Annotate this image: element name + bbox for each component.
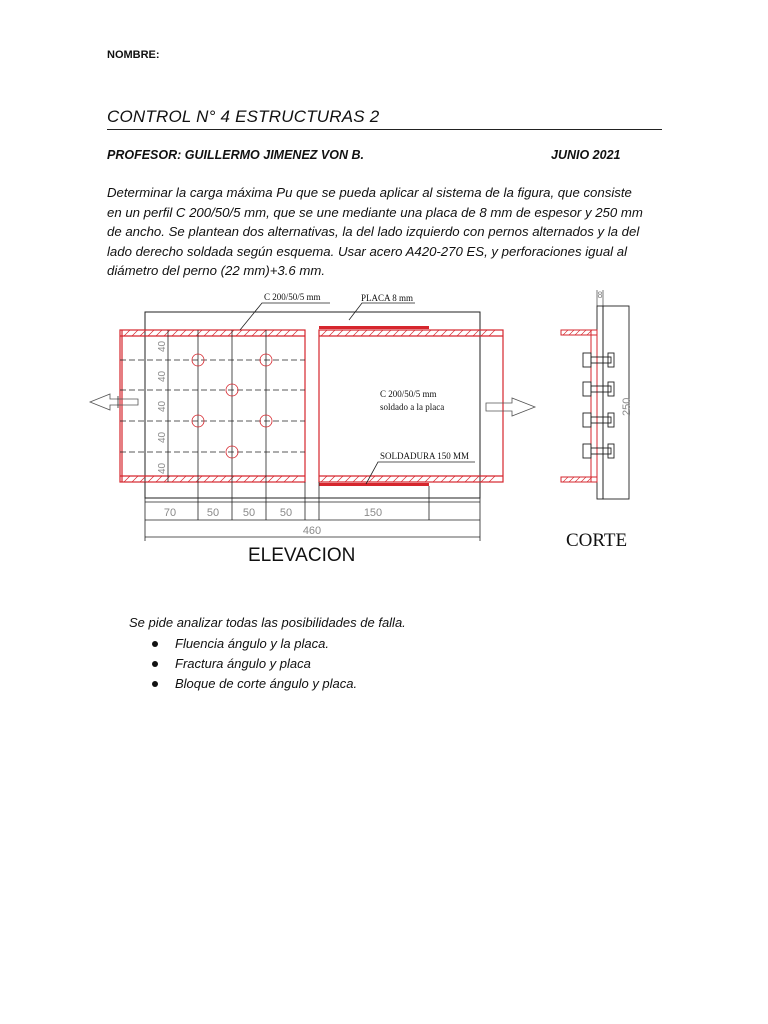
- weld-bottom: [319, 483, 429, 486]
- vertical-dimensions: [157, 340, 168, 474]
- problem-statement: [107, 183, 667, 281]
- list-item-text: Fluencia ángulo y la placa.: [175, 636, 329, 651]
- left-channel: [120, 330, 305, 482]
- professor-line: PROFESOR: GUILLERMO JIMENEZ VON B.: [107, 148, 364, 162]
- statement-line: de ancho. Se plantean dos alternativas, la del lado izquierdo con pernos alternados y la del: [107, 224, 640, 239]
- bolt-grid-columns: [168, 330, 266, 482]
- right-load-arrow: [486, 398, 535, 416]
- total-dim: 460: [302, 525, 322, 537]
- label-c-welded: C 200/50/5 mm: [380, 389, 437, 399]
- requirements-list: [152, 634, 357, 694]
- horizontal-dim: 50: [279, 507, 293, 519]
- date-label: JUNIO 2021: [551, 148, 621, 162]
- section-width-dim: 250: [621, 397, 633, 416]
- elevation-label: ELEVACION: [248, 545, 356, 566]
- statement-line: diámetro del perno (22 mm)+3.6 mm.: [107, 263, 326, 278]
- left-load-arrow: [90, 394, 138, 410]
- list-item-text: Bloque de corte ángulo y placa.: [175, 676, 358, 691]
- statement-line: Determinar la carga máxima Pu que se pueda aplicar al sistema de la figura, que consiste: [107, 185, 632, 200]
- section-bolts: [583, 353, 614, 458]
- bullet-icon: [152, 681, 158, 687]
- label-c-welded-2: soldado a la placa: [380, 402, 445, 412]
- section-view: [561, 290, 633, 499]
- section-label: CORTE: [566, 530, 628, 551]
- bullet-icon: [152, 661, 158, 667]
- label-soldadura: SOLDADURA 150 MM: [380, 451, 470, 461]
- vertical-dim: 40: [157, 431, 168, 443]
- vertical-dim: 40: [157, 400, 168, 412]
- horizontal-dim: 50: [206, 507, 220, 519]
- horizontal-dim: 50: [242, 507, 256, 519]
- bullet-icon: [152, 641, 158, 647]
- section-thickness-dim: 8: [597, 290, 603, 300]
- title-underline: [107, 129, 662, 130]
- horizontal-dim: 70: [163, 507, 177, 519]
- label-placa: PLACA 8 mm: [361, 293, 414, 303]
- structural-drawing: [0, 285, 768, 575]
- vertical-dim: 40: [157, 370, 168, 382]
- list-item: [152, 674, 357, 694]
- statement-line: en un perfil C 200/50/5 mm, que se une mediante una placa de 8 mm de espesor y 250 mm: [107, 204, 643, 220]
- left-flange-hatch: [124, 330, 298, 482]
- list-item: [152, 654, 357, 674]
- list-item: [152, 634, 357, 654]
- vertical-dim: 40: [157, 340, 168, 352]
- bolt-grid-rows: [120, 360, 305, 452]
- horizontal-dim: 150: [363, 507, 383, 519]
- list-item-text: Fractura ángulo y placa: [175, 656, 311, 671]
- horizontal-dimensions: [164, 507, 382, 537]
- name-label: NOMBRE:: [107, 49, 160, 61]
- weld-top: [319, 326, 429, 329]
- vertical-dim: 40: [157, 462, 168, 474]
- page-title: CONTROL N° 4 ESTRUCTURAS 2: [107, 107, 380, 126]
- label-c-profile: C 200/50/5 mm: [264, 292, 321, 302]
- statement-line: lado derecho soldada según esquema. Usar acero A420-270 ES, y perforaciones igual al: [107, 243, 628, 259]
- requirements-intro: Se pide analizar todas las posibilidades de falla.: [129, 615, 406, 630]
